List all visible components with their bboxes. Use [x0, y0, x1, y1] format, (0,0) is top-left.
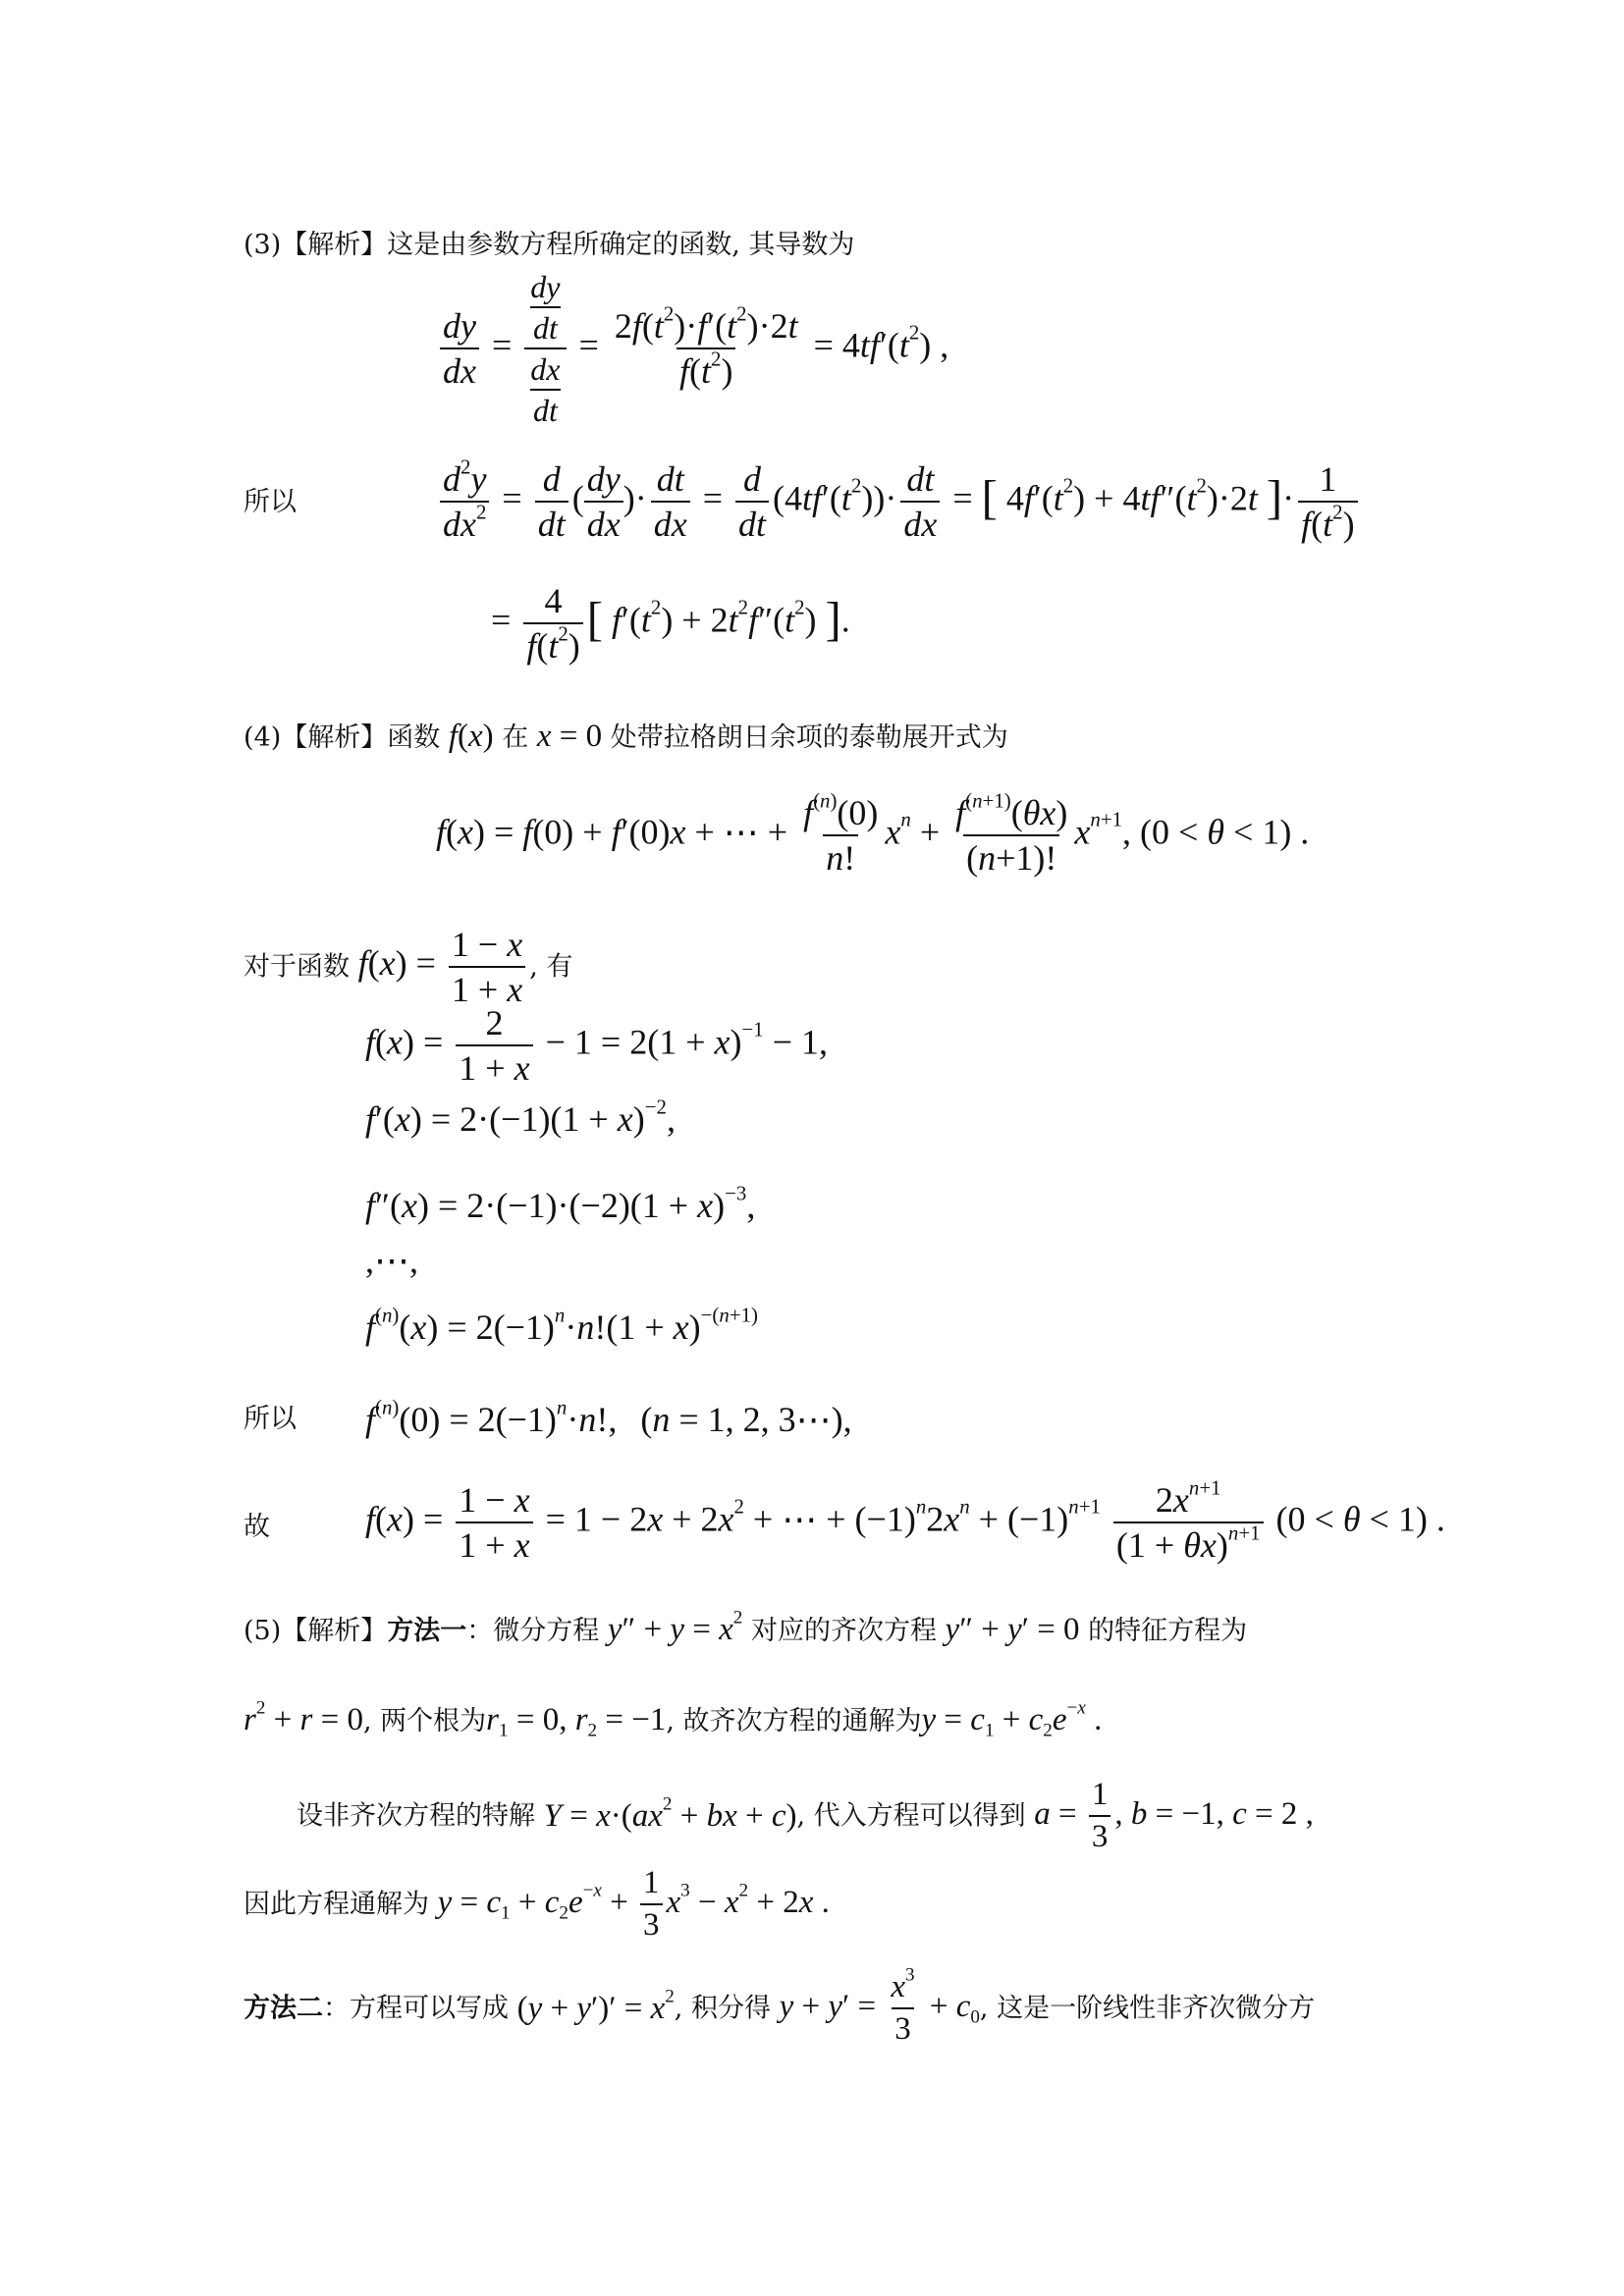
equation-second-derivative-result: = $\frac{4}{f(t^2)}$ [ $f'(t^2) + 2t^2f''(t^2)$ ].: [491, 581, 850, 666]
equation-final-expansion: f(x) = $\frac{1 - x}{1 + x}$ = $1 - 2x + 2x^2$ + ⋯ + $(-1)^n2x^n + (-1)^{n+1}$ $\frac{2x^{n+1}}{(1 + \theta x)^{n+1}}$ (0 < θ < 1) .: [365, 1475, 1445, 1565]
equation-f-rewritten: f(x) = $\frac{2}{1 + x}$ − $1 = 2(1 + x)^{-1} - 1$,: [365, 1003, 829, 1088]
equation-nth-derivative-f: $f^{(n)}(x) = 2(-1)^n\cdot n!(1 + x)^{-(n+1)}$: [365, 1303, 758, 1347]
section-3-intro: [244, 232, 854, 258]
function-definition-line: 对于函数 f(x) = $\frac{1 - x}{1 + x}$ , 有: [244, 925, 573, 1009]
characteristic-equation-line: $r^2 + r = 0$, 两个根为$r_1 = 0$, $r_2 = -1$, 故齐次方程的通解为$y = c_1 + c_2e^{-x}$ .: [244, 1697, 1103, 1741]
section-5-method-two: 方法二：方程可以写成 $(y + y')' = x^2$, 积分得 y + y′ = $\frac{x^3}{3}$ + $c_0$, 这是一阶线性非齐次微分方: [244, 1964, 1316, 2047]
fraction-chain-rule: $\frac{2f(t^2)\cdot f'(t^2)\cdot 2t}{f(t^2)}$: [614, 301, 798, 391]
suoyi-label-1: 所以: [244, 487, 297, 517]
equation-taylor-expansion: f(x) = f(0) + f′(0)x + ⋯ + $\frac{f^{(n)}(0)}{n!}$ $x^n$ + $\frac{f^{(n+1)}(\theta x)}{(n+1)!}$ $x^{n+1}$, (0 < θ < 1) .: [436, 788, 1310, 878]
section-3-label: (3)【解析】: [244, 230, 388, 260]
suoyi-label-2: 所以: [244, 1404, 297, 1434]
method-one-label: 方法一: [387, 1616, 467, 1646]
fraction-dydt-over-dxdt: $\frac{\frac{dy}{dt}}{\frac{dx}{dt}}$: [524, 271, 566, 426]
ellipsis-line: ,⋯,: [365, 1241, 418, 1280]
section-4-label: (4)【解析】: [244, 722, 388, 753]
method-two-label: 方法二: [244, 1993, 323, 2024]
section-5-method-one: (5)【解析】方法一：微分方程 $y'' + y = x^2$ 对应的齐次方程 y″ + y′ = 0 的特征方程为: [244, 1607, 1248, 1647]
section-5-label: (5)【解析】: [244, 1616, 388, 1646]
general-solution-line: 因此方程通解为 $y = c_1 + c_2e^{-x}$ + $\frac{1}{3}$ $x^3 - x^2 + 2x$ .: [244, 1865, 830, 1943]
equation-second-derivative-f: $f''(x) = 2\cdot(-1)\cdot(-2)(1 + x)^{-3}$,: [365, 1181, 756, 1225]
fraction-dy-dx: $\frac{dy}{dx}$: [440, 308, 479, 389]
particular-solution-line: 设非齐次方程的特解 $Y = x\cdot(ax^2$ + bx + c), 代入方程可以得到 a = $\frac{1}{3}$ , b = −1, c = 2 ,: [297, 1777, 1314, 1854]
equation-first-derivative-f: $f'(x) = 2\cdot(-1)(1 + x)^{-2}$,: [365, 1095, 676, 1139]
equation-first-derivative: $\frac{dy}{dx}$ = $\frac{\frac{dy}{dt}}{\frac{dx}{dt}}$ = $\frac{2f(t^2)\cdot f'(t^2)\cdot 2t}{f(t^2)}$ = $4tf'(t^2)$ ,: [436, 271, 948, 426]
gu-label: 故: [244, 1512, 270, 1542]
equation-second-derivative: $\frac{d^2y}{dx^2}$ = $\frac{d}{dt}$ ( $\frac{dy}{dx}$ )· $\frac{dt}{dx}$ = $\frac{d}{dt}$ $(4tf'(t^2))\cdot$ $\frac{dt}{dx}$ = [ $4f'(t^2) + 4tf''(t^2)\cdot 2t$ ]· $\frac{1}{f(t^2)}$: [436, 461, 1362, 542]
equation-nth-derivative-at-zero: $f^{(n)}(0) = 2(-1)^n\cdot n$!, (n = 1, 2, 3⋯),: [365, 1395, 852, 1439]
section-3-intro-text: 这是由参数方程所确定的函数, 其导数为: [387, 230, 855, 260]
section-4-intro: (4)【解析】函数 f(x) 在 x = 0 处带拉格朗日余项的泰勒展开式为: [244, 719, 1008, 754]
